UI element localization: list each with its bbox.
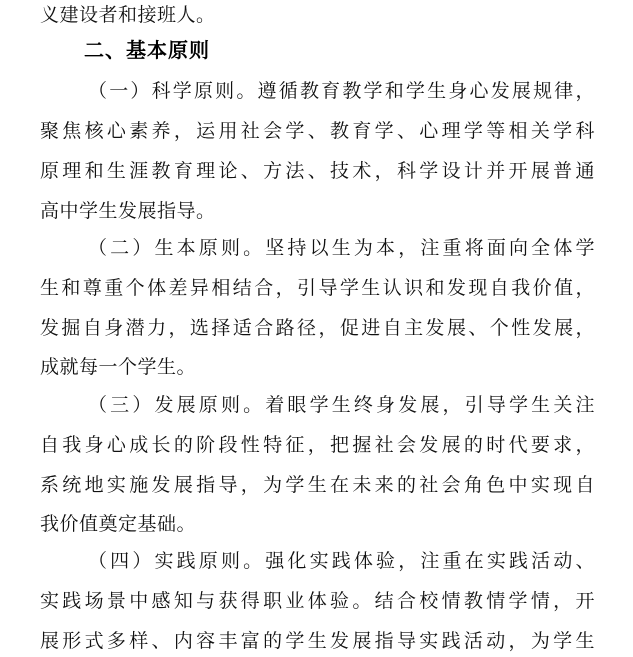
text-line: 聚焦核心素养，运用社会学、教育学、心理学等相关学科 <box>40 120 595 142</box>
principle-practice-line: （四）实践原则。强化实践体验，注重在实践活动、 <box>88 550 595 572</box>
text-line: 义建设者和接班人。 <box>40 4 216 26</box>
principle-science-line: （一）科学原则。遵循教育教学和学生身心发展规律， <box>88 80 595 102</box>
text-line: 自我身心成长的阶段性特征，把握社会发展的时代要求， <box>40 434 595 456</box>
text-line: 我价值奠定基础。 <box>40 513 197 535</box>
text-line: 成就每一个学生。 <box>40 356 197 378</box>
text-line: 系统地实施发展指导，为学生在未来的社会角色中实现自 <box>40 474 595 496</box>
section-heading: 二、基本原则 <box>84 38 210 62</box>
text-line: 高中学生发展指导。 <box>40 200 216 222</box>
text-line: 发掘自身潜力，选择适合路径，促进自主发展、个性发展， <box>40 317 595 339</box>
text-line: 实践场景中感知与获得职业体验。结合校情教情学情，开 <box>40 590 595 612</box>
text-line: 生和尊重个体差异相结合，引导学生认识和发现自我价值， <box>40 277 595 299</box>
principle-development-line: （三）发展原则。着眼学生终身发展，引导学生关注 <box>88 394 595 416</box>
text-line: 展形式多样、内容丰富的学生发展指导实践活动，为学生 <box>40 630 595 652</box>
text-line: 原理和生涯教育理论、方法、技术，科学设计并开展普通 <box>40 160 595 182</box>
principle-student-centered-line: （二）生本原则。坚持以生为本，注重将面向全体学 <box>88 237 595 259</box>
